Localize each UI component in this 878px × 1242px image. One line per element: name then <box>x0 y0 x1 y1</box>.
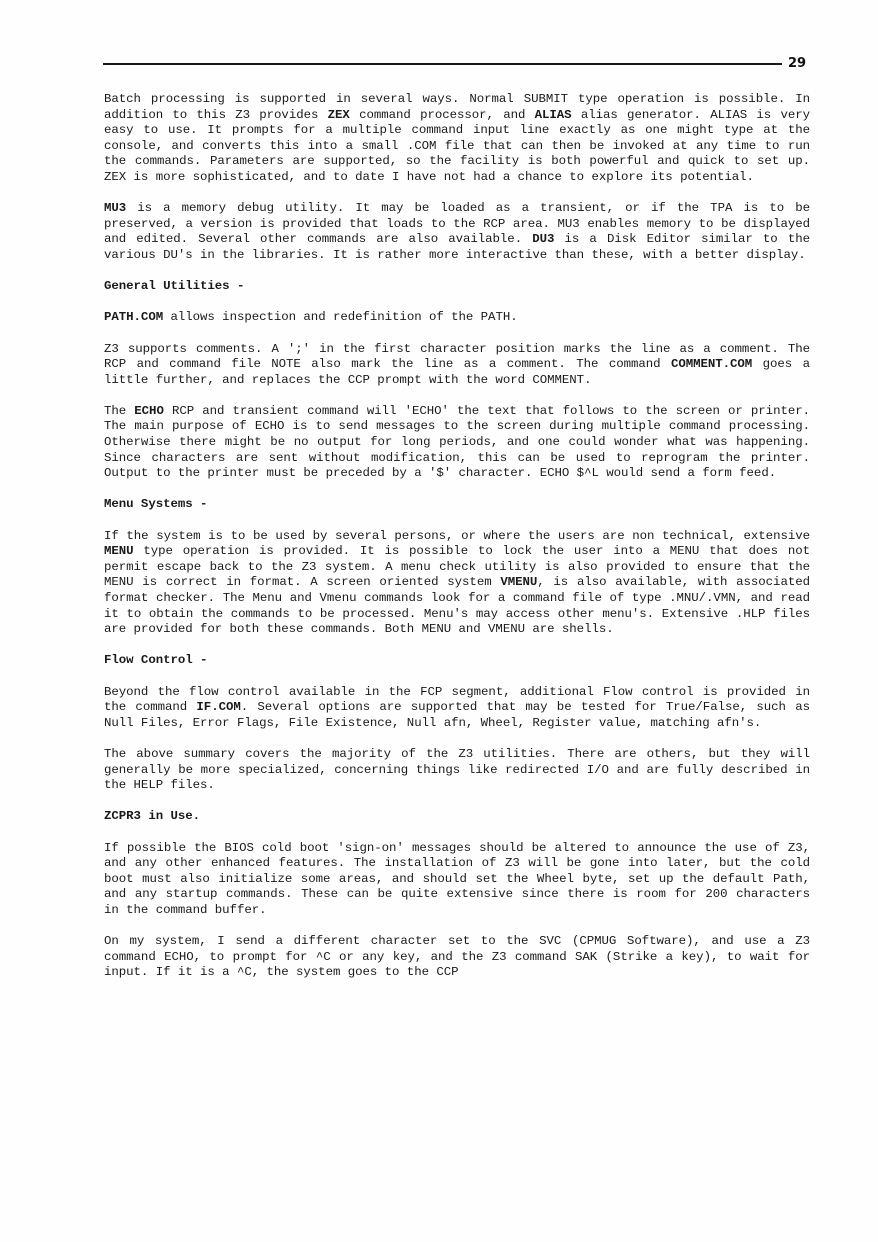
header-rule <box>103 63 782 65</box>
paragraph-summary: The above summary covers the majority of the Z3 utilities. There are others, but they will generally be more specialized, concerning things like redirected I/O and are fully described in the HELP files. <box>104 746 810 793</box>
term-alias: ALIAS <box>534 107 572 122</box>
paragraph-comments: Z3 supports comments. A ';' in the first character position marks the line as a comment. The RCP and command file NOTE also mark the line as a comment. The command COMMENT.COM goes a little further, and replaces the CCP prompt with the word COMMENT. <box>104 341 810 387</box>
term-du3: DU3 <box>532 232 555 247</box>
heading-zcpr3-in-use: ZCPR3 in Use. <box>104 809 201 824</box>
paragraph-menu: If the system is to be used by several persons, or where the users are non technical, extensive MENU type operation is provided. It is possible to lock the user into a MENU that does not permit escape back to the Z3 system. A menu check utility is also provided to ensure that the MENU is correct in format. A screen oriented system VMENU, is also available, with associated format checker. The Menu and Vmenu commands look for a command file of type .MNU/.VMN, and read it to obtain the commands to be processed. Menu's may access other menu's. Extensive .HLP files are provided for both these commands. Both MENU and VMENU are shells. <box>104 528 810 637</box>
term-vmenu: VMENU <box>500 575 538 590</box>
paragraph-mu3: MU3 is a memory debug utility. It may be loaded as a transient, or if the TPA is to be preserved, a version is provided that loads to the RCP area. MU3 enables memory to be displayed and edited. Several other commands are also available. DU3 is a Disk Editor similar to the various DU's in the libraries. It is rather more interactive than these, with a better display. <box>104 201 810 262</box>
page-number: 29 <box>788 56 807 71</box>
term-echo: ECHO <box>134 403 164 418</box>
term-zex: ZEX <box>327 107 350 122</box>
term-if-com: IF.COM <box>196 700 241 715</box>
term-path-com: PATH.COM <box>104 310 164 325</box>
paragraph-echo: The ECHO RCP and transient command will 'ECHO' the text that follows to the screen or printer. The main purpose of ECHO is to send messages to the screen during multiple command processing. Otherwise there might be no output for long periods, and one could wonder what was happening. Since characters are sent without modification, this can be used to reprogram the printer. Output to the printer must be preceded by a '$' character. ECHO $^L would send a form feed. <box>104 403 810 481</box>
paragraph-cold-boot: If possible the BIOS cold boot 'sign-on' messages should be altered to announce the use of Z3, and any other enhanced features. The installation of Z3 will be gone into later, but the cold boot must also initialize some areas, and should set the Wheel byte, set up the default Path, and any startup commands. These can be quite extensive since there is room for 200 characters in the command buffer. <box>104 840 810 917</box>
term-menu: MENU <box>104 544 134 559</box>
paragraph-my-system: On my system, I send a different character set to the SVC (CPMUG Software), and use a Z3 command ECHO, to prompt for ^C or any key, and the Z3 command SAK (Strike a key), to wait for input. If it is a ^C, the system goes to the CCP <box>104 934 810 980</box>
paragraph-batch-processing: Batch processing is supported in several ways. Normal SUBMIT type operation is possible. In addition to this Z3 provides ZEX command processor, and ALIAS alias generator. ALIAS is very easy to use. It prompts for a multiple command input line exactly as one might type at the console, and converts this into a small .COM file that can then be invoked at any time to run the commands. Parameters are supported, so the facility is both powerful and quick to set up. ZEX is more sophisticated, and to date I have not had a chance to explore its potential. <box>104 92 810 184</box>
term-comment-com: COMMENT.COM <box>670 357 753 372</box>
heading-flow-control: Flow Control - <box>104 653 208 668</box>
term-mu3: MU3 <box>104 201 127 216</box>
heading-menu-systems: Menu Systems - <box>104 497 208 512</box>
paragraph-path: PATH.COM allows inspection and redefinition of the PATH. <box>104 310 518 325</box>
paragraph-flow-control: Beyond the flow control available in the FCP segment, additional Flow control is provided in the command IF.COM. Several options are supported that may be tested for True/False, such as Null Files, Error Flags, File Existence, Null afn, Wheel, Register value, matching afn's. <box>104 684 810 730</box>
heading-general-utilities: General Utilities - <box>104 279 245 294</box>
document-body <box>104 92 810 996</box>
